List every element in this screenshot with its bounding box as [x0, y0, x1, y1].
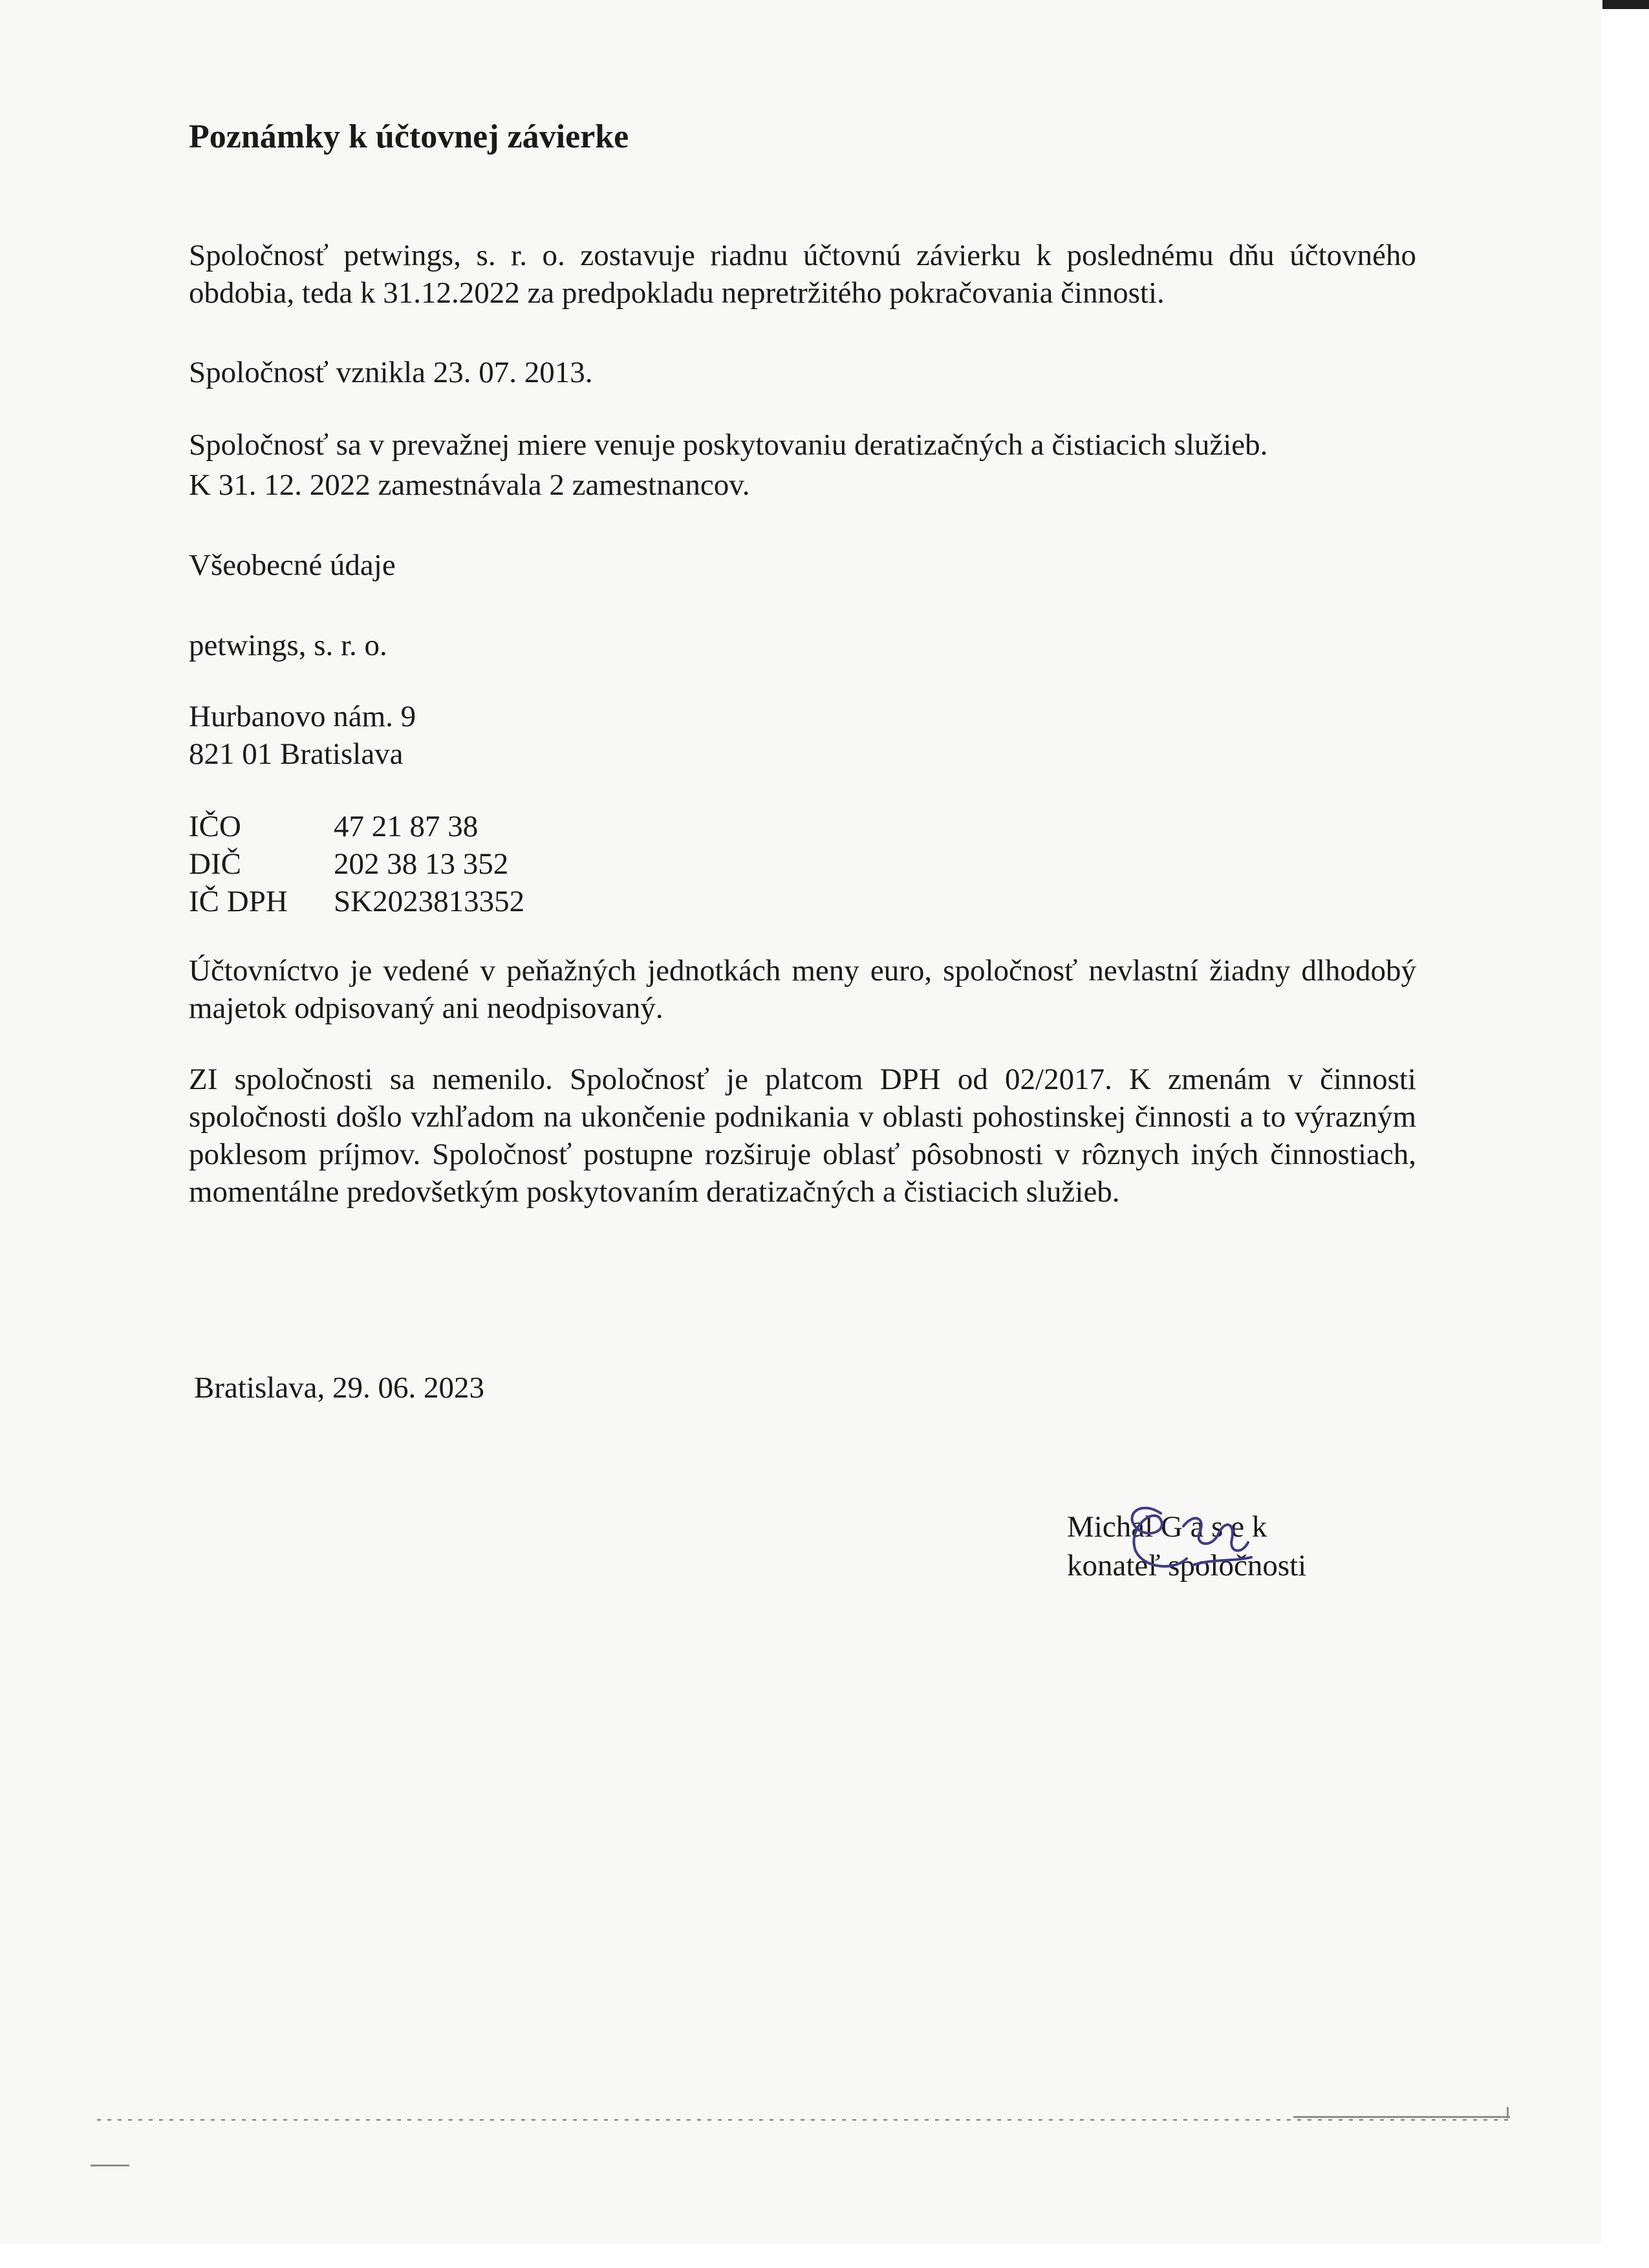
business-activity-text: Spoločnosť sa v prevažnej miere venuje poskytovaniu deratizačných a čistiacich služieb.	[189, 428, 1268, 462]
scan-edge-bottom	[0, 2244, 1601, 2268]
company-name: petwings, s. r. o.	[189, 629, 387, 662]
identifier-label: IČO	[189, 810, 241, 843]
identifier-label: DIČ	[189, 847, 241, 881]
scan-edge-mark	[1602, 0, 1649, 9]
identifier-value: SK2023813352	[334, 885, 525, 918]
scan-mark	[1293, 2116, 1510, 2118]
identifier-label: IČ DPH	[189, 885, 288, 918]
identifier-value: 47 21 87 38	[334, 810, 479, 843]
scan-mark	[1507, 2107, 1509, 2119]
signatory-name: Michal G a s e k	[1067, 1510, 1267, 1544]
address-street: Hurbanovo nám. 9	[189, 700, 416, 733]
handwritten-signature	[1122, 1487, 1277, 1601]
changes-paragraph: ZI spoločnosti sa nemenilo. Spoločnosť je platcom DPH od 02/2017. K zmenám v činnosti spoločnosti došlo vzhľadom na ukončenie podnikania v oblasti pohostinskej činnosti a to výrazným poklesom príjmov. Spoločnosť postupne rozširuje oblasť pôsobnosti v rôznych iných činnostiach, momentálne predovšetkým poskytovaním deratizačných a čistiacich služieb.	[189, 1063, 1416, 1209]
general-info-heading: Všeobecné údaje	[189, 548, 396, 582]
scan-edge-right	[1601, 0, 1649, 2268]
place-and-date: Bratislava, 29. 06. 2023	[194, 1371, 485, 1405]
signatory-role: konateľ spoločnosti	[1067, 1549, 1307, 1582]
page-title: Poznámky k účtovnej závierke	[189, 118, 629, 155]
address-city: 821 01 Bratislava	[189, 737, 404, 771]
scan-mark	[91, 2165, 129, 2166]
founding-date-text: Spoločnosť vznikla 23. 07. 2013.	[189, 356, 593, 389]
accounting-paragraph: Účtovníctvo je vedené v peňažných jednotkách meny euro, spoločnosť nevlastní žiadny dlhodobý majetok odpisovaný ani neodpisovaný.	[189, 954, 1416, 1025]
page-bottom-rule	[97, 2119, 1511, 2121]
identifier-value: 202 38 13 352	[334, 847, 509, 881]
intro-paragraph: Spoločnosť petwings, s. r. o. zostavuje riadnu účtovnú závierku k poslednému dňu účtovného obdobia, teda k 31.12.2022 za predpokladu nepretržitého pokračovania činnosti.	[189, 239, 1416, 310]
employees-text: K 31. 12. 2022 zamestnávala 2 zamestnancov.	[189, 468, 750, 502]
